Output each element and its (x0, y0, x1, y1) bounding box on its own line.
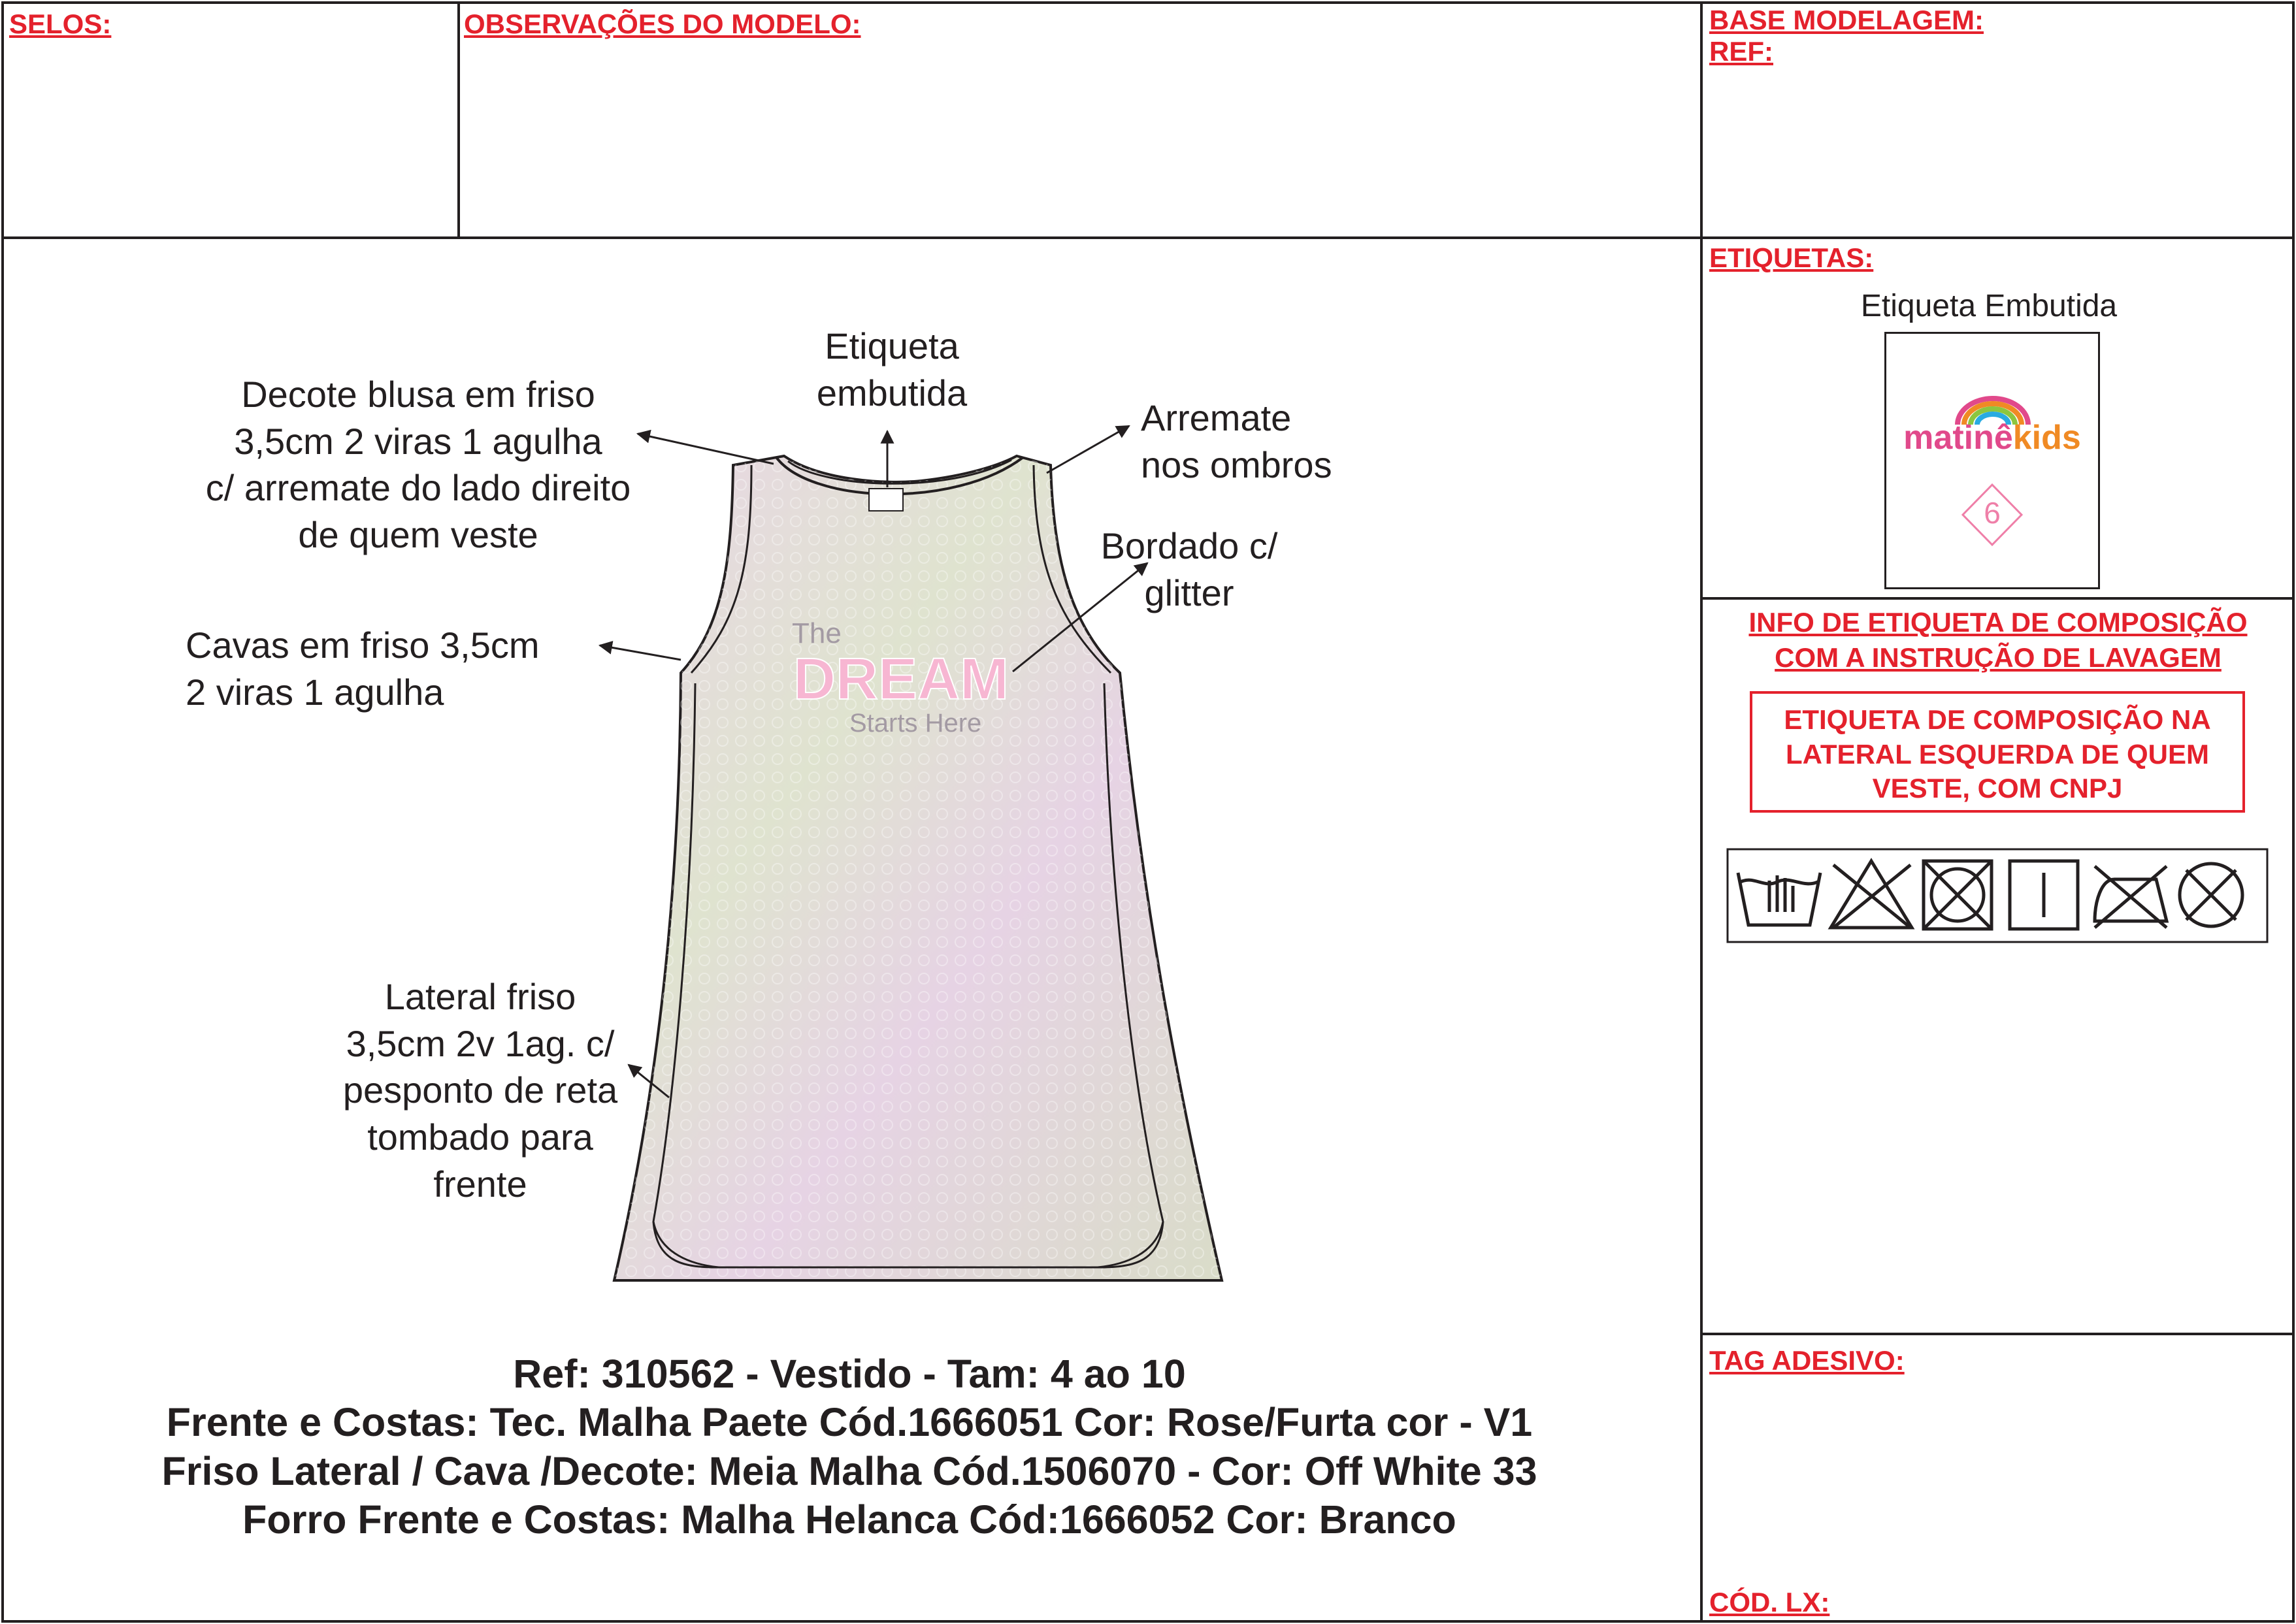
tag-adesivo-header: TAG ADESIVO: (1709, 1345, 1905, 1376)
composicao-box-line3: VESTE, COM CNPJ (1872, 773, 2123, 804)
arrow-cavas (600, 645, 681, 660)
brand-logo-part2: kids (2012, 419, 2081, 457)
print-the: The (792, 617, 842, 649)
size-diamond-icon (1963, 485, 2022, 545)
annotation-decote-line3: c/ arremate do lado direito (205, 467, 631, 509)
annotation-lateral (314, 973, 647, 1207)
annotation-arremate-line1: Arremate (1141, 397, 1292, 438)
annotation-lateral-line1: Lateral friso (384, 976, 576, 1017)
brand-logo-part1: matinê (1903, 419, 2013, 457)
etiquetas-header: ETIQUETAS: (1709, 242, 1874, 273)
annotation-decote-line2: 3,5cm 2 viras 1 agulha (234, 420, 602, 462)
brand-rainbow-icon (1958, 398, 2028, 425)
selos-header: SELOS: (9, 8, 112, 39)
annotation-lateral-line5: frente (433, 1163, 527, 1205)
annotation-lateral-line3: pesponto de reta (342, 1069, 618, 1111)
caption-line2: Frente e Costas: Tec. Malha Paete Cód.1666051 Cor: Rose/Furta cor - V1 (166, 1400, 1533, 1445)
hand-wash-icon (1738, 873, 1820, 925)
composicao-box-line1: ETIQUETA DE COMPOSIÇÃO NA (1784, 704, 2211, 735)
caption-line1: Ref: 310562 - Vestido - Tam: 4 ao 10 (513, 1352, 1186, 1396)
annotation-etiqueta (764, 323, 1019, 416)
arrow-arremate (1047, 426, 1129, 473)
annotation-etiqueta-line1: Etiqueta (825, 325, 959, 366)
no-bleach-icon (1831, 861, 1912, 928)
composicao-title-line1: INFO DE ETIQUETA DE COMPOSIÇÃO (1748, 607, 2248, 638)
caption-line4: Forro Frente e Costas: Malha Helanca Cód:1666052 Cor: Branco (242, 1497, 1456, 1542)
composicao-title-line2: COM A INSTRUÇÃO DE LAVAGEM (1775, 642, 2222, 673)
print-dream: DREAM (793, 647, 1009, 712)
composicao-box-line2: LATERAL ESQUERDA DE QUEM (1786, 738, 2209, 770)
annotation-decote (157, 371, 680, 559)
annotation-cavas-line2: 2 viras 1 agulha (186, 671, 444, 713)
ref-header: REF: (1709, 36, 1773, 67)
annotation-decote-line1: Decote blusa em friso (241, 374, 595, 415)
annotation-decote-line4: de quem veste (298, 514, 538, 556)
annotation-bordado-line1: Bordado c/ (1100, 525, 1278, 566)
care-symbols (1728, 849, 2267, 942)
neck-label (869, 489, 903, 511)
annotation-cavas-line1: Cavas em friso 3,5cm (186, 625, 540, 666)
annotation-lateral-line2: 3,5cm 2v 1ag. c/ (346, 1022, 615, 1064)
base-modelagem-header: BASE MODELAGEM: (1709, 5, 1984, 35)
no-dry-clean-icon (2180, 864, 2242, 926)
print-starts-here: Starts Here (849, 709, 982, 738)
no-iron-icon (2095, 866, 2167, 928)
annotation-cavas (186, 622, 540, 715)
annotation-lateral-line4: tombado para (367, 1116, 593, 1158)
observacoes-header: OBSERVAÇÕES DO MODELO: (464, 8, 861, 39)
line-dry-icon (2010, 861, 2078, 929)
cod-lx-header: CÓD. LX: (1709, 1587, 1830, 1617)
annotation-arremate-line2: nos ombros (1141, 444, 1332, 485)
annotation-bordado-line2: glitter (1144, 572, 1234, 613)
no-tumble-dry-icon (1924, 861, 1992, 929)
etiqueta-embutida-label: Etiqueta Embutida (1860, 289, 2118, 323)
product-caption (0, 1350, 1699, 1544)
annotation-etiqueta-line2: embutida (816, 372, 968, 414)
caption-line3: Friso Lateral / Cava /Decote: Meia Malha Cód.1506070 - Cor: Off White 33 (161, 1448, 1537, 1493)
label-size-number: 6 (1984, 496, 2001, 530)
annotation-bordado (1072, 523, 1307, 616)
care-symbols-frame (1728, 849, 2267, 942)
annotation-arremate (1141, 395, 1332, 488)
